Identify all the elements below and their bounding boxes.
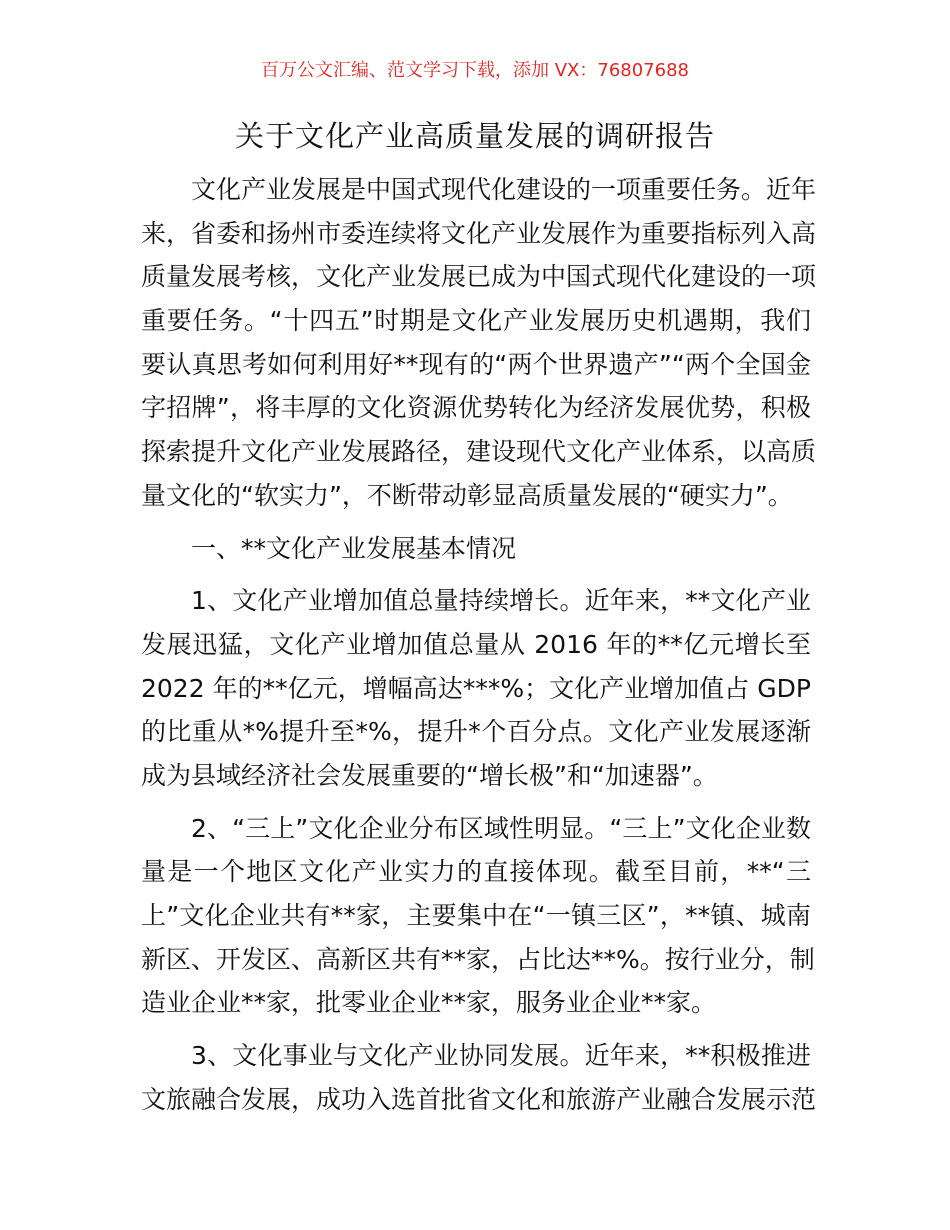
text-line: 发展迅猛，文化产业增加值总量从 2016 年的**亿元增长至 [141, 629, 811, 659]
text-line: 的比重从*%提升至*%，提升*个百分点。文化产业发展逐渐 [141, 717, 811, 747]
text-line: 来，省委和扬州市委连续将文化产业发展作为重要指标列入高 [141, 218, 817, 248]
text-line: 2022 年的**亿元，增幅高达***%；文化产业增加值占 GDP [141, 673, 811, 703]
text-line: 量是一个地区文化产业实力的直接体现。截至目前，**“三 [141, 857, 811, 887]
text-line: 1、文化产业增加值总量持续增长。近年来，**文化产业 [191, 586, 811, 616]
text-line: 成为县域经济社会发展重要的“增长极”和“加速器”。 [141, 760, 718, 790]
text-line: 文化产业发展是中国式现代化建设的一项重要任务。近年 [191, 175, 817, 204]
document-body [141, 168, 817, 1130]
text-line: 要认真思考如何利用好**现有的“两个世界遗产”“两个全国金 [141, 349, 811, 379]
paragraph-1 [141, 579, 811, 797]
text-line: 文旅融合发展，成功入选首批省文化和旅游产业融合发展示范 [141, 1084, 817, 1114]
document-title: 关于文化产业高质量发展的调研报告 [234, 119, 715, 153]
text-line: 重要任务。“十四五”时期是文化产业发展历史机遇期，我们 [141, 306, 811, 336]
intro-paragraph [141, 168, 817, 518]
paragraph-3 [141, 1034, 817, 1121]
text-line: 一、**文化产业发展基本情况 [191, 533, 517, 563]
download-banner: 百万公文汇编、范文学习下载，添加 VX：76807688 [261, 60, 689, 81]
paragraph-2 [141, 807, 815, 1025]
text-line: 3、文化事业与文化产业协同发展。近年来，**积极推进 [191, 1041, 811, 1071]
text-line: 质量发展考核，文化产业发展已成为中国式现代化建设的一项 [141, 262, 817, 292]
section-heading [141, 527, 811, 571]
text-line: 上”文化企业共有**家，主要集中在“一镇三区”，**镇、城南 [141, 901, 811, 930]
text-line: 2、“三上”文化企业分布区域性明显。“三上”文化企业数 [191, 813, 811, 843]
text-line: 造业企业**家，批零业企业**家，服务业企业**家。 [141, 988, 717, 1018]
text-line: 新区、开发区、高新区共有**家，占比达**%。按行业分，制 [141, 944, 815, 974]
text-line: 探索提升文化产业发展路径，建设现代文化产业体系，以高质 [141, 437, 817, 467]
text-line: 量文化的“软实力”，不断带动彰显高质量发展的“硬实力”。 [141, 480, 793, 510]
text-line: 字招牌”，将丰厚的文化资源优势转化为经济发展优势，积极 [141, 393, 811, 423]
